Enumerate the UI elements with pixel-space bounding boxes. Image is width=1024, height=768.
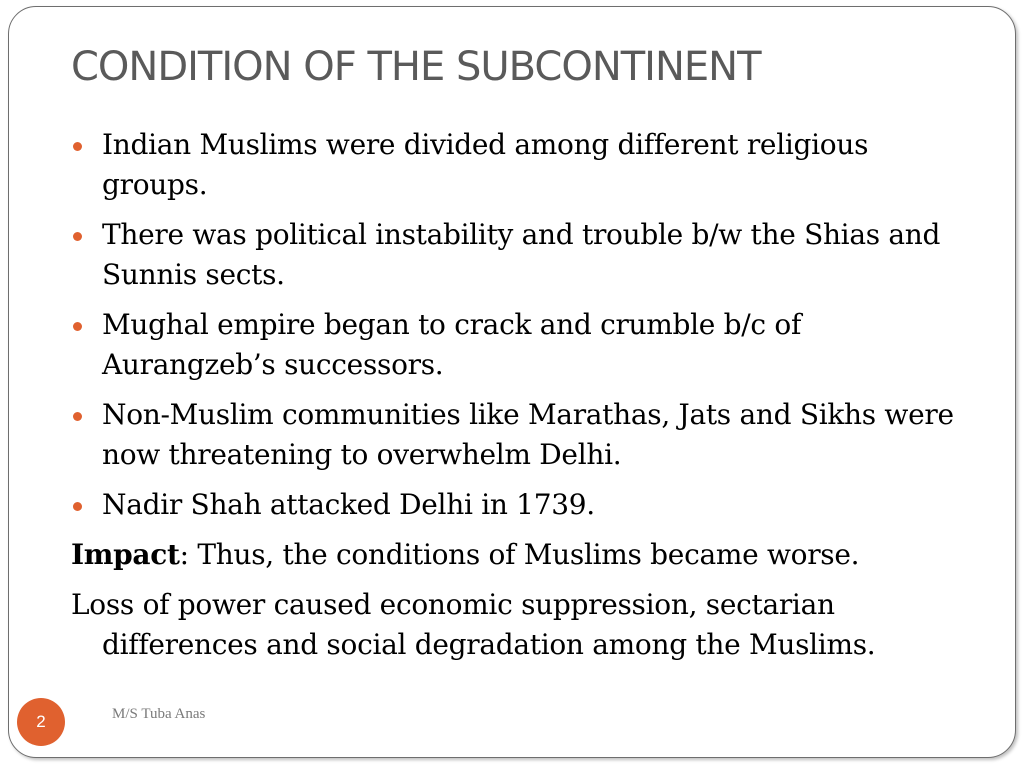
loss-paragraph: Loss of power caused economic suppression, sectarian differences and social degradation among the Muslims.	[71, 588, 876, 661]
footer-author: M/S Tuba Anas	[112, 706, 206, 722]
bullet-item	[71, 485, 971, 525]
slide-content	[71, 125, 971, 675]
bullet-item	[71, 215, 971, 295]
bullet-text: Indian Muslims were divided among different religious groups.	[102, 128, 869, 201]
impact-text: : Thus, the conditions of Muslims became worse.	[179, 538, 860, 571]
slide-title: CONDITION OF THE SUBCONTINENT	[71, 44, 761, 90]
bullet-dot-icon	[73, 322, 82, 331]
bullet-text: Mughal empire began to crack and crumble b/c of Aurangzeb’s successors.	[102, 308, 802, 381]
bullet-dot-icon	[73, 412, 82, 421]
slide-frame	[8, 6, 1016, 758]
bullet-text: There was political instability and trouble b/w the Shias and Sunnis sects.	[102, 218, 941, 291]
bullet-text: Non-Muslim communities like Marathas, Jats and Sikhs were now threatening to overwhelm Delhi.	[102, 398, 954, 471]
bullet-dot-icon	[73, 502, 82, 511]
bullet-list	[71, 125, 971, 525]
bullet-dot-icon	[73, 232, 82, 241]
impact-label: Impact	[71, 538, 180, 571]
page-number-badge: 2	[17, 698, 65, 746]
bullet-text: Nadir Shah attacked Delhi in 1739.	[102, 488, 595, 521]
bullet-item	[71, 125, 971, 205]
bullet-dot-icon	[73, 142, 82, 151]
bullet-item	[71, 395, 971, 475]
bullet-item	[71, 305, 971, 385]
impact-paragraph	[71, 535, 971, 575]
